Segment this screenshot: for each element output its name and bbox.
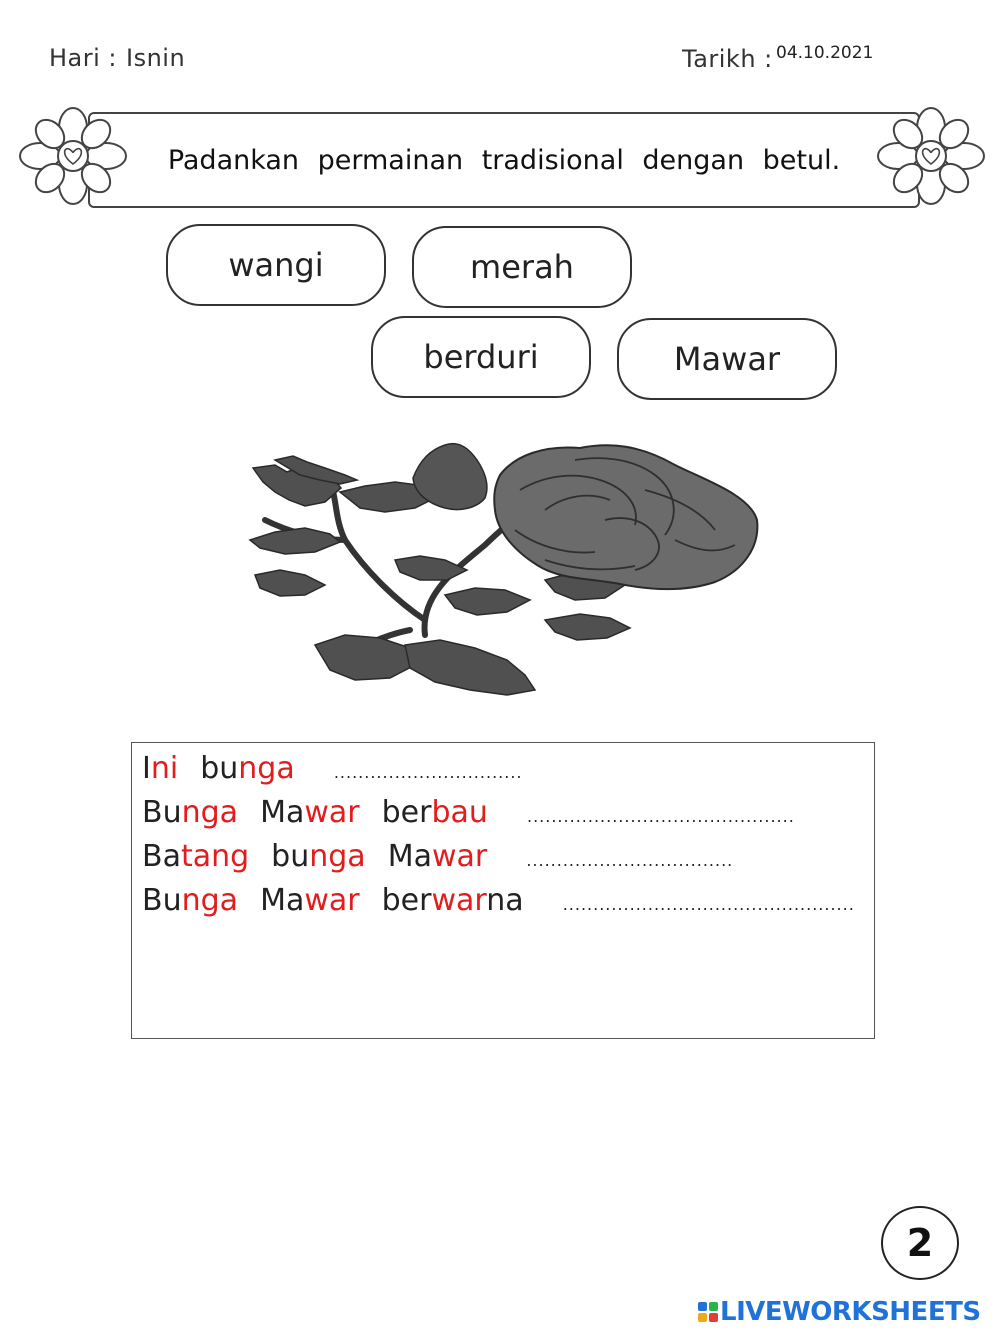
word-choice-berduri[interactable]: berduri	[371, 316, 591, 398]
brand-text: LIVEWORKSHEETS	[720, 1297, 981, 1327]
hari-value: Isnin	[126, 44, 186, 72]
page-number: 2	[881, 1206, 959, 1280]
flower-icon-right	[876, 106, 986, 206]
word-choice-merah[interactable]: merah	[412, 226, 632, 308]
word-choice-wangi[interactable]: wangi	[166, 224, 386, 306]
rose-illustration	[245, 420, 765, 705]
answer-blank-3[interactable]: ..................................	[526, 851, 734, 870]
sentence-4-text: Bunga Mawar berwarna	[142, 883, 524, 918]
sentence-box	[131, 742, 875, 1039]
sentence-2-text: Bunga Mawar berbau	[142, 795, 488, 830]
sentence-line-1	[142, 751, 523, 786]
hari-label: Hari :	[49, 44, 118, 72]
flower-icon-left	[18, 106, 128, 206]
answer-blank-1[interactable]: ...............................	[333, 763, 523, 782]
sentence-line-2	[142, 795, 795, 830]
sentence-line-4	[142, 883, 855, 918]
answer-blank-2[interactable]: ............................................	[527, 807, 795, 826]
instruction-text: Padankan permainan tradisional dengan betul.	[167, 144, 841, 176]
tarikh-value: 04.10.2021	[776, 43, 874, 63]
answer-blank-4[interactable]: ................................................	[562, 895, 855, 914]
tarikh-label: Tarikh :	[682, 45, 773, 73]
brand-grid-icon	[698, 1302, 718, 1322]
sentence-line-3	[142, 839, 733, 874]
liveworksheets-logo	[698, 1295, 981, 1329]
sentence-1-text: Ini bunga	[142, 751, 295, 786]
sentence-3-text: Batang bunga Mawar	[142, 839, 488, 874]
word-choice-mawar[interactable]: Mawar	[617, 318, 837, 400]
